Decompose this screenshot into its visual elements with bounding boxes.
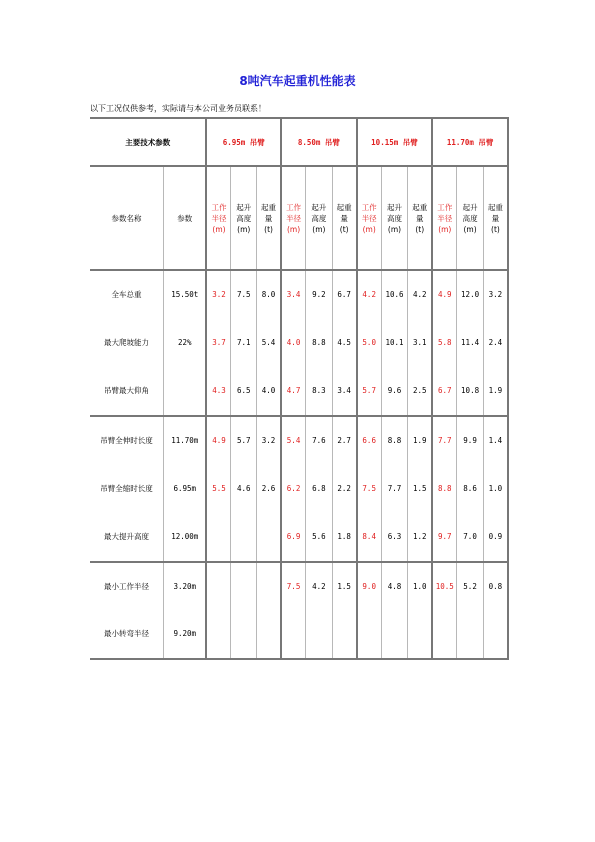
load-cell: [257, 513, 282, 562]
height-cell: 9.9: [457, 416, 484, 465]
height-column-header: [231, 166, 257, 270]
table-row: [90, 416, 508, 465]
height-cell: 10.6: [381, 270, 408, 319]
radius-column-header: [206, 166, 231, 270]
load-header-line: 起重: [412, 202, 428, 212]
load-cell: 1.2: [408, 513, 433, 562]
height-cell: 10.8: [457, 367, 484, 416]
param-name-cell: 吊臂全伸时长度: [90, 416, 164, 465]
radius-cell: [432, 610, 457, 659]
table-row: [90, 270, 508, 319]
height-header-line: 起升: [462, 202, 478, 212]
boom-group-header: 11.70m 吊臂: [432, 118, 508, 166]
radius-column-header: [357, 166, 382, 270]
load-header-line: 量: [491, 213, 500, 223]
load-header-line: (t): [415, 224, 425, 234]
radius-header-line: 半径: [211, 213, 227, 223]
radius-header-line: (m): [212, 224, 226, 234]
param-value-cell: 22%: [164, 319, 207, 368]
radius-cell: 8.4: [357, 513, 382, 562]
height-header-line: (m): [387, 224, 402, 234]
radius-header-line: 半径: [437, 213, 453, 223]
main-params-header: 主要技术参数: [90, 118, 206, 166]
load-header-line: 量: [264, 213, 273, 223]
radius-cell: [206, 562, 231, 611]
load-header-line: 起重: [261, 202, 277, 212]
height-cell: 5.7: [231, 416, 257, 465]
height-cell: [231, 513, 257, 562]
load-cell: 4.2: [408, 270, 433, 319]
radius-header-line: (m): [362, 224, 376, 234]
param-value-cell: 6.95m: [164, 464, 207, 513]
radius-cell: 6.2: [281, 464, 306, 513]
radius-cell: 10.5: [432, 562, 457, 611]
load-cell: 2.5: [408, 367, 433, 416]
param-name-cell: 最小转弯半径: [90, 610, 164, 659]
param-name-cell: 最大提升高度: [104, 532, 150, 542]
param-name-cell: 最小工作半径: [90, 562, 164, 611]
radius-header-line: 工作: [211, 202, 227, 212]
load-cell: 4.5: [332, 319, 357, 368]
height-header-line: 起升: [236, 202, 252, 212]
radius-header-line: 工作: [437, 202, 453, 212]
radius-cell: 9.0: [357, 562, 382, 611]
radius-cell: [206, 610, 231, 659]
disclaimer-note: 以下工况仅供参考，实际请与本公司业务员联系！: [90, 104, 266, 113]
height-header-line: 高度: [311, 213, 327, 223]
height-header-line: (m): [312, 224, 326, 234]
radius-header-line: 半径: [286, 213, 302, 223]
radius-header-line: 工作: [286, 202, 302, 212]
crane-performance-table: [90, 117, 509, 660]
param-name-header: 参数名称: [90, 166, 164, 270]
radius-cell: 4.9: [432, 270, 457, 319]
radius-cell: [357, 610, 382, 659]
height-cell: 9.2: [306, 270, 333, 319]
param-name-cell: 吊臂最大仰角: [104, 386, 150, 396]
boom-group-header: 8.50m 吊臂: [281, 118, 357, 166]
param-value-cell: 15.50t: [164, 270, 207, 319]
radius-cell: 9.7: [432, 513, 457, 562]
param-name-cell: 最大爬坡能力: [104, 338, 150, 348]
height-cell: 9.6: [381, 367, 408, 416]
boom-group-header: 6.95m 吊臂: [206, 118, 281, 166]
height-header-line: (m): [463, 224, 477, 234]
height-header-line: 高度: [236, 213, 252, 223]
radius-cell: 3.2: [206, 270, 231, 319]
height-cell: [457, 610, 484, 659]
load-cell: 3.1: [408, 319, 433, 368]
height-cell: 7.0: [457, 513, 484, 562]
height-cell: [306, 610, 333, 659]
load-cell: 2.2: [332, 464, 357, 513]
height-cell: 12.0: [457, 270, 484, 319]
height-cell: 6.3: [381, 513, 408, 562]
load-cell: 1.0: [408, 562, 433, 611]
radius-cell: 5.4: [281, 416, 306, 465]
param-value-cell: 9.20m: [164, 610, 207, 659]
load-column-header: [257, 166, 282, 270]
radius-cell: 4.3: [206, 367, 231, 416]
radius-cell: 4.0: [281, 319, 306, 368]
load-column-header: [408, 166, 433, 270]
radius-column-header: [432, 166, 457, 270]
radius-header-line: (m): [286, 224, 301, 234]
radius-cell: 4.7: [281, 367, 306, 416]
load-header-line: 量: [340, 213, 348, 223]
load-header-line: (t): [264, 224, 273, 234]
load-cell: 1.0: [483, 464, 508, 513]
height-cell: 6.8: [306, 464, 333, 513]
load-cell: 1.9: [408, 416, 433, 465]
load-column-header: [332, 166, 357, 270]
height-cell: 8.8: [306, 319, 333, 368]
page-title: 8吨汽车起重机性能表: [239, 74, 356, 88]
height-cell: 11.4: [457, 319, 484, 368]
load-cell: [408, 610, 433, 659]
param-value-header: 参数: [164, 166, 207, 270]
height-cell: 7.7: [381, 464, 408, 513]
radius-cell: 7.5: [357, 464, 382, 513]
table-row: [90, 562, 508, 611]
param-name-cell: 全车总重: [90, 270, 164, 319]
load-cell: [257, 562, 282, 611]
height-cell: 7.6: [306, 416, 333, 465]
load-cell: 3.2: [257, 416, 282, 465]
load-header-line: (t): [491, 224, 500, 234]
header-row-groups: [90, 118, 508, 166]
load-cell: 1.8: [332, 513, 357, 562]
load-header-line: 起重: [336, 202, 352, 212]
radius-cell: 5.0: [357, 319, 382, 368]
height-cell: 4.8: [381, 562, 408, 611]
height-header-line: 起升: [386, 202, 402, 212]
load-cell: 6.7: [332, 270, 357, 319]
height-header-line: 高度: [386, 213, 402, 223]
height-column-header: [306, 166, 333, 270]
radius-cell: 5.8: [432, 319, 457, 368]
height-cell: 7.5: [231, 270, 257, 319]
load-cell: 0.8: [483, 562, 508, 611]
height-column-header: [381, 166, 408, 270]
load-cell: 2.7: [332, 416, 357, 465]
height-cell: 8.6: [457, 464, 484, 513]
height-cell: 4.2: [306, 562, 333, 611]
height-cell: 5.2: [457, 562, 484, 611]
load-cell: 5.4: [257, 319, 282, 368]
boom-group-header: 10.15m 吊臂: [357, 118, 433, 166]
load-cell: [483, 610, 508, 659]
load-cell: 2.6: [257, 464, 282, 513]
load-cell: 3.2: [483, 270, 508, 319]
load-cell: 3.4: [332, 367, 357, 416]
height-cell: [231, 562, 257, 611]
radius-header-line: (m): [438, 224, 452, 234]
radius-cell: 4.9: [206, 416, 231, 465]
radius-cell: 6.9: [281, 513, 306, 562]
load-header-line: 量: [416, 213, 424, 223]
radius-header-line: 工作: [361, 202, 377, 212]
radius-cell: 3.7: [206, 319, 231, 368]
param-name-cell: 吊臂全缩时长度: [100, 484, 153, 494]
param-value-cell: 11.70m: [164, 416, 207, 465]
load-cell: 1.4: [483, 416, 508, 465]
param-value-cell: 3.20m: [164, 562, 207, 611]
height-cell: 8.8: [381, 416, 408, 465]
load-cell: 1.9: [483, 367, 508, 416]
radius-cell: [206, 513, 231, 562]
load-cell: 4.0: [257, 367, 282, 416]
height-cell: 5.6: [306, 513, 333, 562]
height-header-line: 高度: [462, 213, 478, 223]
radius-cell: 6.7: [432, 367, 457, 416]
param-value-cell: [164, 367, 207, 416]
table-row: [90, 367, 508, 416]
load-cell: 1.5: [408, 464, 433, 513]
table-row: [90, 319, 508, 368]
radius-header-line: 半径: [361, 213, 377, 223]
radius-cell: 6.6: [357, 416, 382, 465]
param-value-cell: 12.00m: [164, 513, 207, 562]
height-cell: [231, 610, 257, 659]
radius-cell: 3.4: [281, 270, 306, 319]
load-cell: [332, 610, 357, 659]
height-header-line: (m): [237, 224, 251, 234]
height-cell: 8.3: [306, 367, 333, 416]
radius-cell: [281, 610, 306, 659]
header-row-columns: [90, 166, 508, 270]
radius-column-header: [281, 166, 306, 270]
radius-cell: 4.2: [357, 270, 382, 319]
table-row: [90, 464, 508, 513]
load-header-line: 起重: [487, 202, 503, 212]
load-cell: 1.5: [332, 562, 357, 611]
radius-cell: 5.5: [206, 464, 231, 513]
load-cell: 2.4: [483, 319, 508, 368]
load-column-header: [483, 166, 508, 270]
height-column-header: [457, 166, 484, 270]
radius-cell: 7.5: [281, 562, 306, 611]
radius-cell: 8.8: [432, 464, 457, 513]
height-header-line: 起升: [311, 202, 327, 212]
height-cell: 7.1: [231, 319, 257, 368]
load-cell: 8.0: [257, 270, 282, 319]
load-cell: [257, 610, 282, 659]
load-header-line: (t): [339, 224, 349, 234]
radius-cell: 5.7: [357, 367, 382, 416]
height-cell: [381, 610, 408, 659]
height-cell: 4.6: [231, 464, 257, 513]
table-row: [90, 513, 508, 562]
table-row: [90, 610, 508, 659]
load-cell: 0.9: [483, 513, 508, 562]
radius-cell: 7.7: [432, 416, 457, 465]
height-cell: 6.5: [231, 367, 257, 416]
height-cell: 10.1: [381, 319, 408, 368]
